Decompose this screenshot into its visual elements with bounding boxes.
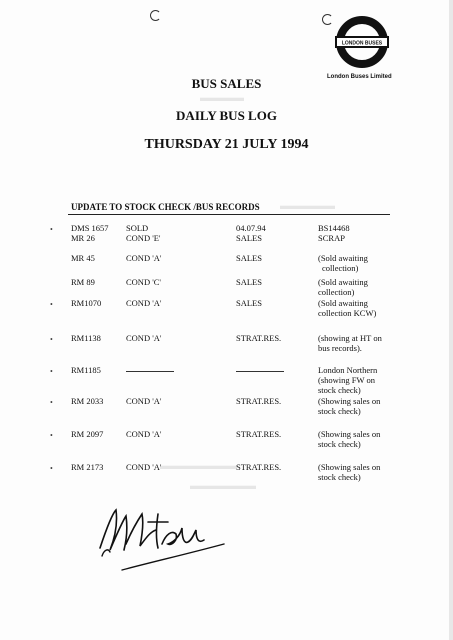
page-subtitle: DAILY BUS LOG — [176, 108, 277, 123]
margin-mark: • — [50, 300, 53, 309]
bus-number: RM1185 — [71, 365, 101, 375]
bus-number: MR 26 — [71, 233, 95, 243]
bus-note-continued: stock check) — [318, 439, 361, 449]
bus-condition: COND 'A' — [126, 429, 162, 439]
bus-note: (Showing sales on — [318, 462, 381, 472]
log-date: THURSDAY 21 JULY 1994 — [144, 137, 309, 152]
bus-status: STRAT.RES. — [236, 333, 282, 343]
bus-status: SALES — [236, 233, 262, 243]
bus-status: 04.07.94 — [236, 223, 266, 233]
ghost-text: ▬▬▬▬▬▬ — [190, 480, 256, 492]
bus-number: RM 2033 — [71, 396, 104, 406]
logo-caption: London Buses Limited — [327, 74, 392, 80]
bus-status: SALES — [236, 253, 262, 263]
margin-mark: • — [50, 464, 53, 473]
bus-number: RM 89 — [71, 277, 95, 287]
bus-number: RM 2173 — [71, 462, 104, 472]
punch-hole-right — [322, 14, 333, 25]
bus-note-continued: stock check) — [318, 472, 361, 482]
bus-note-continued: stock check) — [318, 406, 361, 416]
bus-status: STRAT.RES. — [236, 462, 282, 472]
bus-note-continued: collection) — [322, 263, 359, 273]
bus-condition: COND 'E' — [126, 233, 161, 243]
london-buses-roundel-logo — [334, 14, 390, 70]
margin-mark: • — [50, 431, 53, 440]
bus-note: London Northern — [318, 365, 378, 375]
punch-hole-left — [150, 10, 161, 21]
bus-status: STRAT.RES. — [236, 396, 282, 406]
ghost-text: ▬▬▬▬▬▬▬ — [160, 460, 237, 472]
bus-note: (Sold awaiting — [318, 253, 368, 263]
bus-note: SCRAP — [318, 233, 345, 243]
bus-number: RM1070 — [71, 298, 102, 308]
section-title: UPDATE TO STOCK CHECK /BUS RECORDS — [71, 202, 260, 212]
bus-condition-blank — [126, 366, 174, 376]
bus-note-continued: bus records). — [318, 343, 362, 353]
bus-note-continued: collection KCW) — [318, 308, 377, 318]
bus-number: DMS 1657 — [71, 223, 109, 233]
bus-condition: COND 'C' — [126, 277, 161, 287]
bus-note-continued: stock check) — [318, 385, 361, 395]
bus-note-continued: (showing FW on — [318, 375, 375, 385]
bus-condition: COND 'A' — [126, 298, 162, 308]
bus-note: (Sold awaiting — [318, 277, 368, 287]
bus-number: MR 45 — [71, 253, 95, 263]
bus-condition: COND 'A' — [126, 396, 162, 406]
bus-note: BS14468 — [318, 223, 350, 233]
page-title: BUS SALES — [191, 76, 262, 91]
bus-note: (Showing sales on — [318, 429, 381, 439]
bus-condition: COND 'A' — [126, 253, 162, 263]
bus-status-blank — [236, 366, 284, 376]
svg-text:LONDON BUSES: LONDON BUSES — [341, 40, 383, 47]
margin-mark: • — [50, 335, 53, 344]
margin-mark: • — [50, 225, 53, 234]
bus-status: SALES — [236, 277, 262, 287]
bus-note: (Sold awaiting — [318, 298, 368, 308]
bus-note-continued: collection) — [318, 287, 355, 297]
bus-condition: COND 'A' — [126, 333, 162, 343]
bus-condition: COND 'A' — [126, 462, 162, 472]
bus-number: RM 2097 — [71, 429, 104, 439]
handwritten-signature — [92, 500, 232, 580]
bus-number: RM1138 — [71, 333, 101, 343]
bus-status: STRAT.RES. — [236, 429, 282, 439]
margin-mark: • — [50, 367, 53, 376]
page-edge — [449, 0, 453, 640]
bus-status: SALES — [236, 298, 262, 308]
section-underline — [68, 214, 390, 215]
margin-mark: • — [50, 398, 53, 407]
bus-note: (Showing sales on — [318, 396, 381, 406]
bus-condition: SOLD — [126, 223, 149, 233]
ghost-text: ▬▬▬▬▬ — [280, 200, 335, 212]
bus-note: (showing at HT on — [318, 333, 382, 343]
ghost-text: ▬▬▬▬ — [200, 92, 244, 104]
